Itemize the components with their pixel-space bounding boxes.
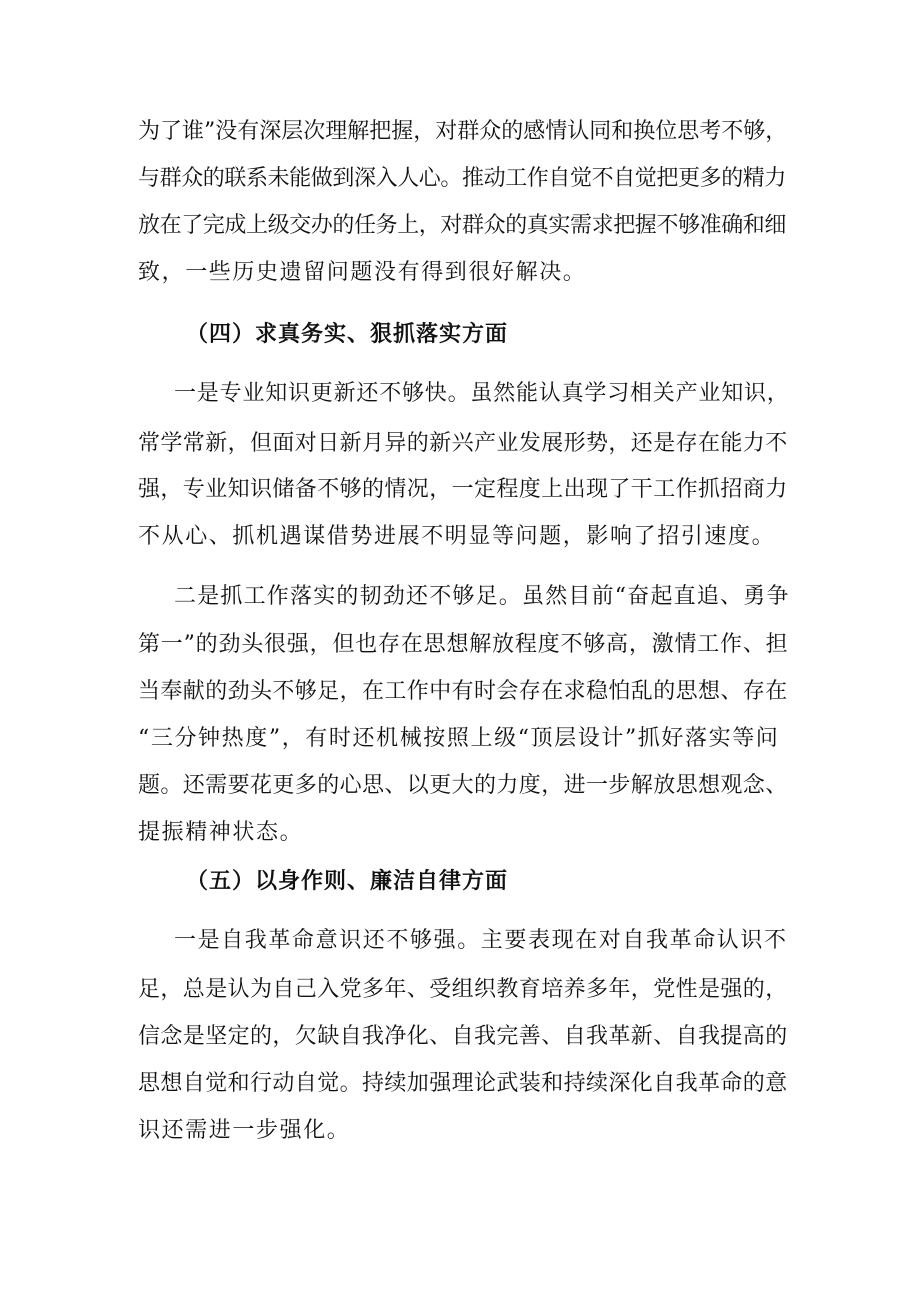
para3-line-2: 第一”的劲头很强，但也存在思想解放程度不够高，激情工作、担 [138, 632, 789, 657]
para3-line-6: 提振精神状态。 [138, 820, 304, 845]
para3-line-5: 题。还需要花更多的心思、以更大的力度，进一步解放思想观念、 [138, 773, 788, 798]
para2-line-1: 一是专业知识更新还不够快。虽然能认真学习相关产业知识， [174, 381, 790, 406]
para3-line-3: 当奉献的劲头不够足，在工作中有时会存在求稳怕乱的思想、存在 [138, 679, 788, 704]
para4-line-1: 一是自我革命意识还不够强。主要表现在对自我革命认识不 [174, 928, 788, 953]
para3-line-1: 二是抓工作落实的韧劲还不够足。虽然目前“奋起直追、勇争 [174, 584, 790, 609]
para2-line-4: 不从心、抓机遇谋借势进展不明显等问题，影响了招引速度。 [138, 524, 776, 549]
para1-line-2: 与群众的联系未能做到深入人心。推动工作自觉不自觉把更多的精力 [138, 166, 787, 191]
para1-line-1: 为了谁”没有深层次理解把握，对群众的感情认同和换位思考不够， [138, 119, 788, 144]
section-heading-5: （五）以身作则、廉洁自律方面 [186, 869, 509, 894]
para2-line-3: 强，专业知识储备不够的情况，一定程度上出现了干工作抓招商力 [138, 477, 788, 502]
para4-line-4: 思想自觉和行动自觉。持续加强理论武装和持续深化自我革命的意 [138, 1071, 788, 1096]
section-heading-4: （四）求真务实、狠抓落实方面 [186, 322, 509, 347]
para4-line-3: 信念是坚定的，欠缺自我净化、自我完善、自我革新、自我提高的 [138, 1024, 788, 1049]
para4-line-2: 足，总是认为自己入党多年、受组织教育培养多年，党性是强的， [138, 977, 788, 1002]
para3-line-4: “三分钟热度”，有时还机械按照上级“顶层设计”抓好落实等问 [138, 726, 780, 751]
para1-line-4: 致，一些历史遗留问题没有得到很好解决。 [138, 260, 587, 285]
para1-line-3: 放在了完成上级交办的任务上，对群众的真实需求把握不够准确和细 [138, 213, 787, 238]
para4-line-5: 识还需进一步强化。 [138, 1118, 351, 1143]
para2-line-2: 常学常新，但面对日新月异的新兴产业发展形势，还是存在能力不 [138, 431, 788, 456]
